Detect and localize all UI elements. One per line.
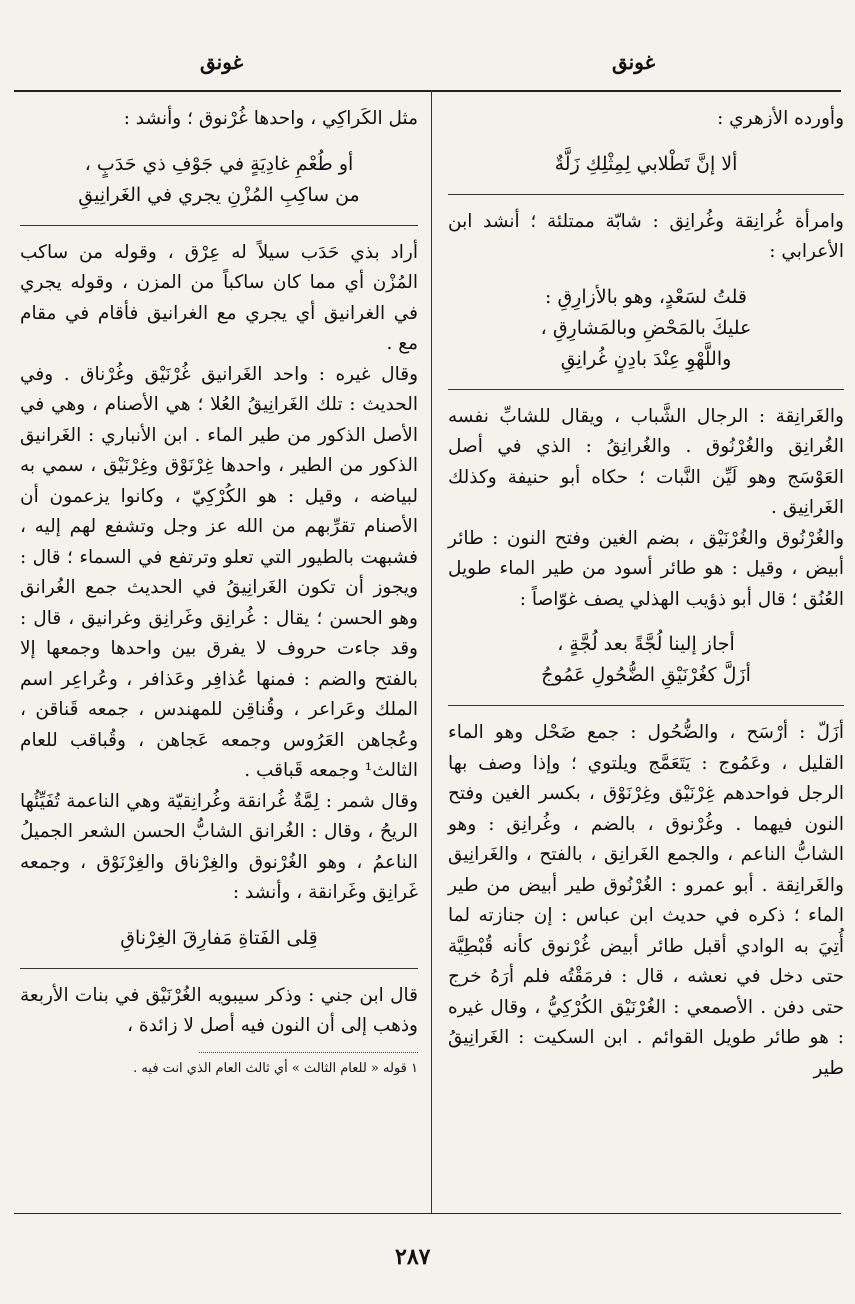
page-number: ٢٨٧: [395, 1244, 431, 1270]
footnote-rule: [199, 1052, 418, 1053]
verse-line: قلتُ لسَعْدٍ، وهو بالأزارِقِ :: [545, 285, 747, 308]
verse-line: ألا إنَّ تَطْلابي لِمِثْلِكِ زَلَّةٌ: [554, 152, 738, 175]
header-rule: [14, 90, 841, 92]
right-intro: وأورده الأزهري :: [717, 108, 844, 129]
left-column: [20, 104, 418, 1079]
right-paragraph-2: والغَرانِقة : الرجال الشَّباب ، ويقال للشابِّ نفسه الغُرانِق والغُرْنُوق . والغُرانِقُ : الذي في أصل العَوْسَج وهو لَيِّن النَّبات ؛ حكاه أبو حنيفة وكذلك الغَرانِيق .: [448, 405, 844, 518]
verse-line: أزَلَّ كغُرْنَيْقِ الضُّحُولِ عَمُوجُ: [541, 664, 751, 686]
footer-rule: [14, 1213, 841, 1214]
left-verse-1: [20, 149, 418, 211]
verse-line: أجاز إلينا لُجَّةً بعد لُجَّةٍ ،: [557, 633, 735, 655]
left-verse-2: [20, 923, 418, 954]
section-separator: [448, 194, 844, 195]
left-paragraph-2: وقال غيره : واحد الغَرانيق غُرْنَيْق وغُرْناق . وفي الحديث : تلك الغَرانِيقُ العُلا ؛ هي الأصنام ، وهي في الأصل الذكور من طير الماء . ابن الأنباري : الغَرانيق الذكور من الطير ، واحدها غِرْنَوْق وغِرْنَيْق ، سمي به لبياضه ، وقيل : هو الكُرْكِيّ ، وكانوا يزعمون أن الأصنام تقرِّبهم من الله عز وجل وتشفع لهم إليه ، فشبهت بالطيور التي تعلو وترتفع في السماء ؛ قال : ويجوز أن تكون الغَرانِيقُ في الحديث جمع الغُرانق وهو الحسن ؛ يقال : غُرانِق وغَرانِق وغرانيق ، قال : وقد جاءت حروف لا يفرق بين واحدها وجمعها إلا بالفتح والضم : فمنها عُذافِر وعَذافر ، وعُراعِر اسم الملك وعَراعر ، وقُناقِن للمهندس ، جمعه قَناقن ، وعُجاهن العَرُوس وجمعه عَجاهن ، وقُباقب للعام الثالث¹ وجمعه قَباقب .: [20, 363, 418, 781]
left-paragraph-4: قال ابن جني : وذكر سيبويه الغُرْنَيْق في بنات الأربعة وذهب إلى أن النون فيه أصل لا زائدة ،: [20, 984, 418, 1036]
right-paragraph-1: وامرأة غُرانِقة وغُرانِق : شابّة ممتلئة ؛ أنشد ابن الأعرابي :: [448, 210, 844, 262]
left-paragraph-3: وقال شمر : لِمَّةٌ غُرانقة وغُرانِقيّة وهي الناعمة تُفَيِّئُها الريحُ ، وقال : الغُرانق الشابُّ الحسن الشعر الجميلُ الناعمُ ، وهو الغُرْنوق والغِرْناق والغِرْنَوْق ، وجمعه غَرانِق وغَرانقة ، وأنشد :: [20, 790, 418, 903]
left-paragraph-1: أراد بذي حَدَب سيلاً له عِرْق ، وقوله من ساكب المُزْن أي مما كان ساكباً من المزن ، وقوله يجري في الغرانيق أي يجري مع الغرانيق فأقام في مقام مع .: [20, 241, 418, 354]
section-separator: [448, 705, 844, 706]
verse-line: من ساكِبِ المُزْنِ يجري في الغَرانِيقِ: [78, 183, 360, 206]
running-header-left: غونق: [200, 50, 244, 74]
running-header-right: غونق: [612, 50, 656, 74]
right-paragraph-3: والغُرْنُوق والغُرْنَيْق ، بضم الغين وفتح النون : طائر أبيض ، وقيل : هو طائر أسود من طير الماء طويل العُنُق ؛ قال أبو ذؤيب الهذلي يصف غوّاصاً :: [448, 527, 844, 610]
verse-line: واللَّهْوِ عِنْدَ بادِنٍ غُرانِقِ: [560, 347, 732, 370]
section-separator: [20, 968, 418, 969]
right-verse-1: [448, 149, 844, 180]
left-intro: مثل الكَراكِي ، واحدها غُرْنوق ؛ وأنشد :: [123, 108, 418, 129]
right-verse-2: [448, 282, 844, 375]
verse-line: أو طُعْمِ غادِيَةٍ في جَوْفِ ذي حَدَبٍ ،: [84, 152, 354, 175]
footnote: ١ قوله « للعام الثالث » أي ثالث العام الذي انت فيه .: [133, 1060, 418, 1076]
verse-line: قِلى الفَتاةِ مَفارِقَ الغِرْناقِ: [120, 926, 318, 949]
section-separator: [20, 225, 418, 226]
section-separator: [448, 389, 844, 390]
verse-line: عليكَ بالمَحْضِ وبالمَشارِقِ ،: [540, 316, 752, 339]
column-divider: [431, 90, 432, 1213]
right-column: [448, 104, 844, 1084]
right-verse-3: [448, 629, 844, 691]
right-paragraph-4: أزَلّ : أرْسَح ، والضُّحُول : جمع ضَحْل وهو الماء القليل ، وعَمُوج : يَتَعَمَّج ويلتوي ؛ وإذا وصف بها الرجل فواحدهم غِرْنَيْق وغِرْنَوْق ، بكسر الغين وفتح النون فيهما . وغُرْنوق ، بالضم ، وغُرانِق : وهو الشابُّ الناعم ، والجمع الغَرانِق ، بالفتح ، والغَرانِيق والغَرانِقة . أبو عمرو : الغُرْنُوق طير أبيض من طير الماء ؛ ذكره في حديث ابن عباس : إن جنازته لما أُتِيَ به الوادي أقبل طائر أبيض غُرْنوق كأنه قُبْطِيَّة حتى دخل في نعشه ، قال : فرمَقْتُه فلم أرَهُ خرج حتى دفن . الأصمعي : الغُرْنَيْق الكُرْكِيُّ ، وقال غيره : هو طائر طويل القوائم . ابن السكيت : الغَرانِيقُ طير: [448, 722, 844, 1079]
